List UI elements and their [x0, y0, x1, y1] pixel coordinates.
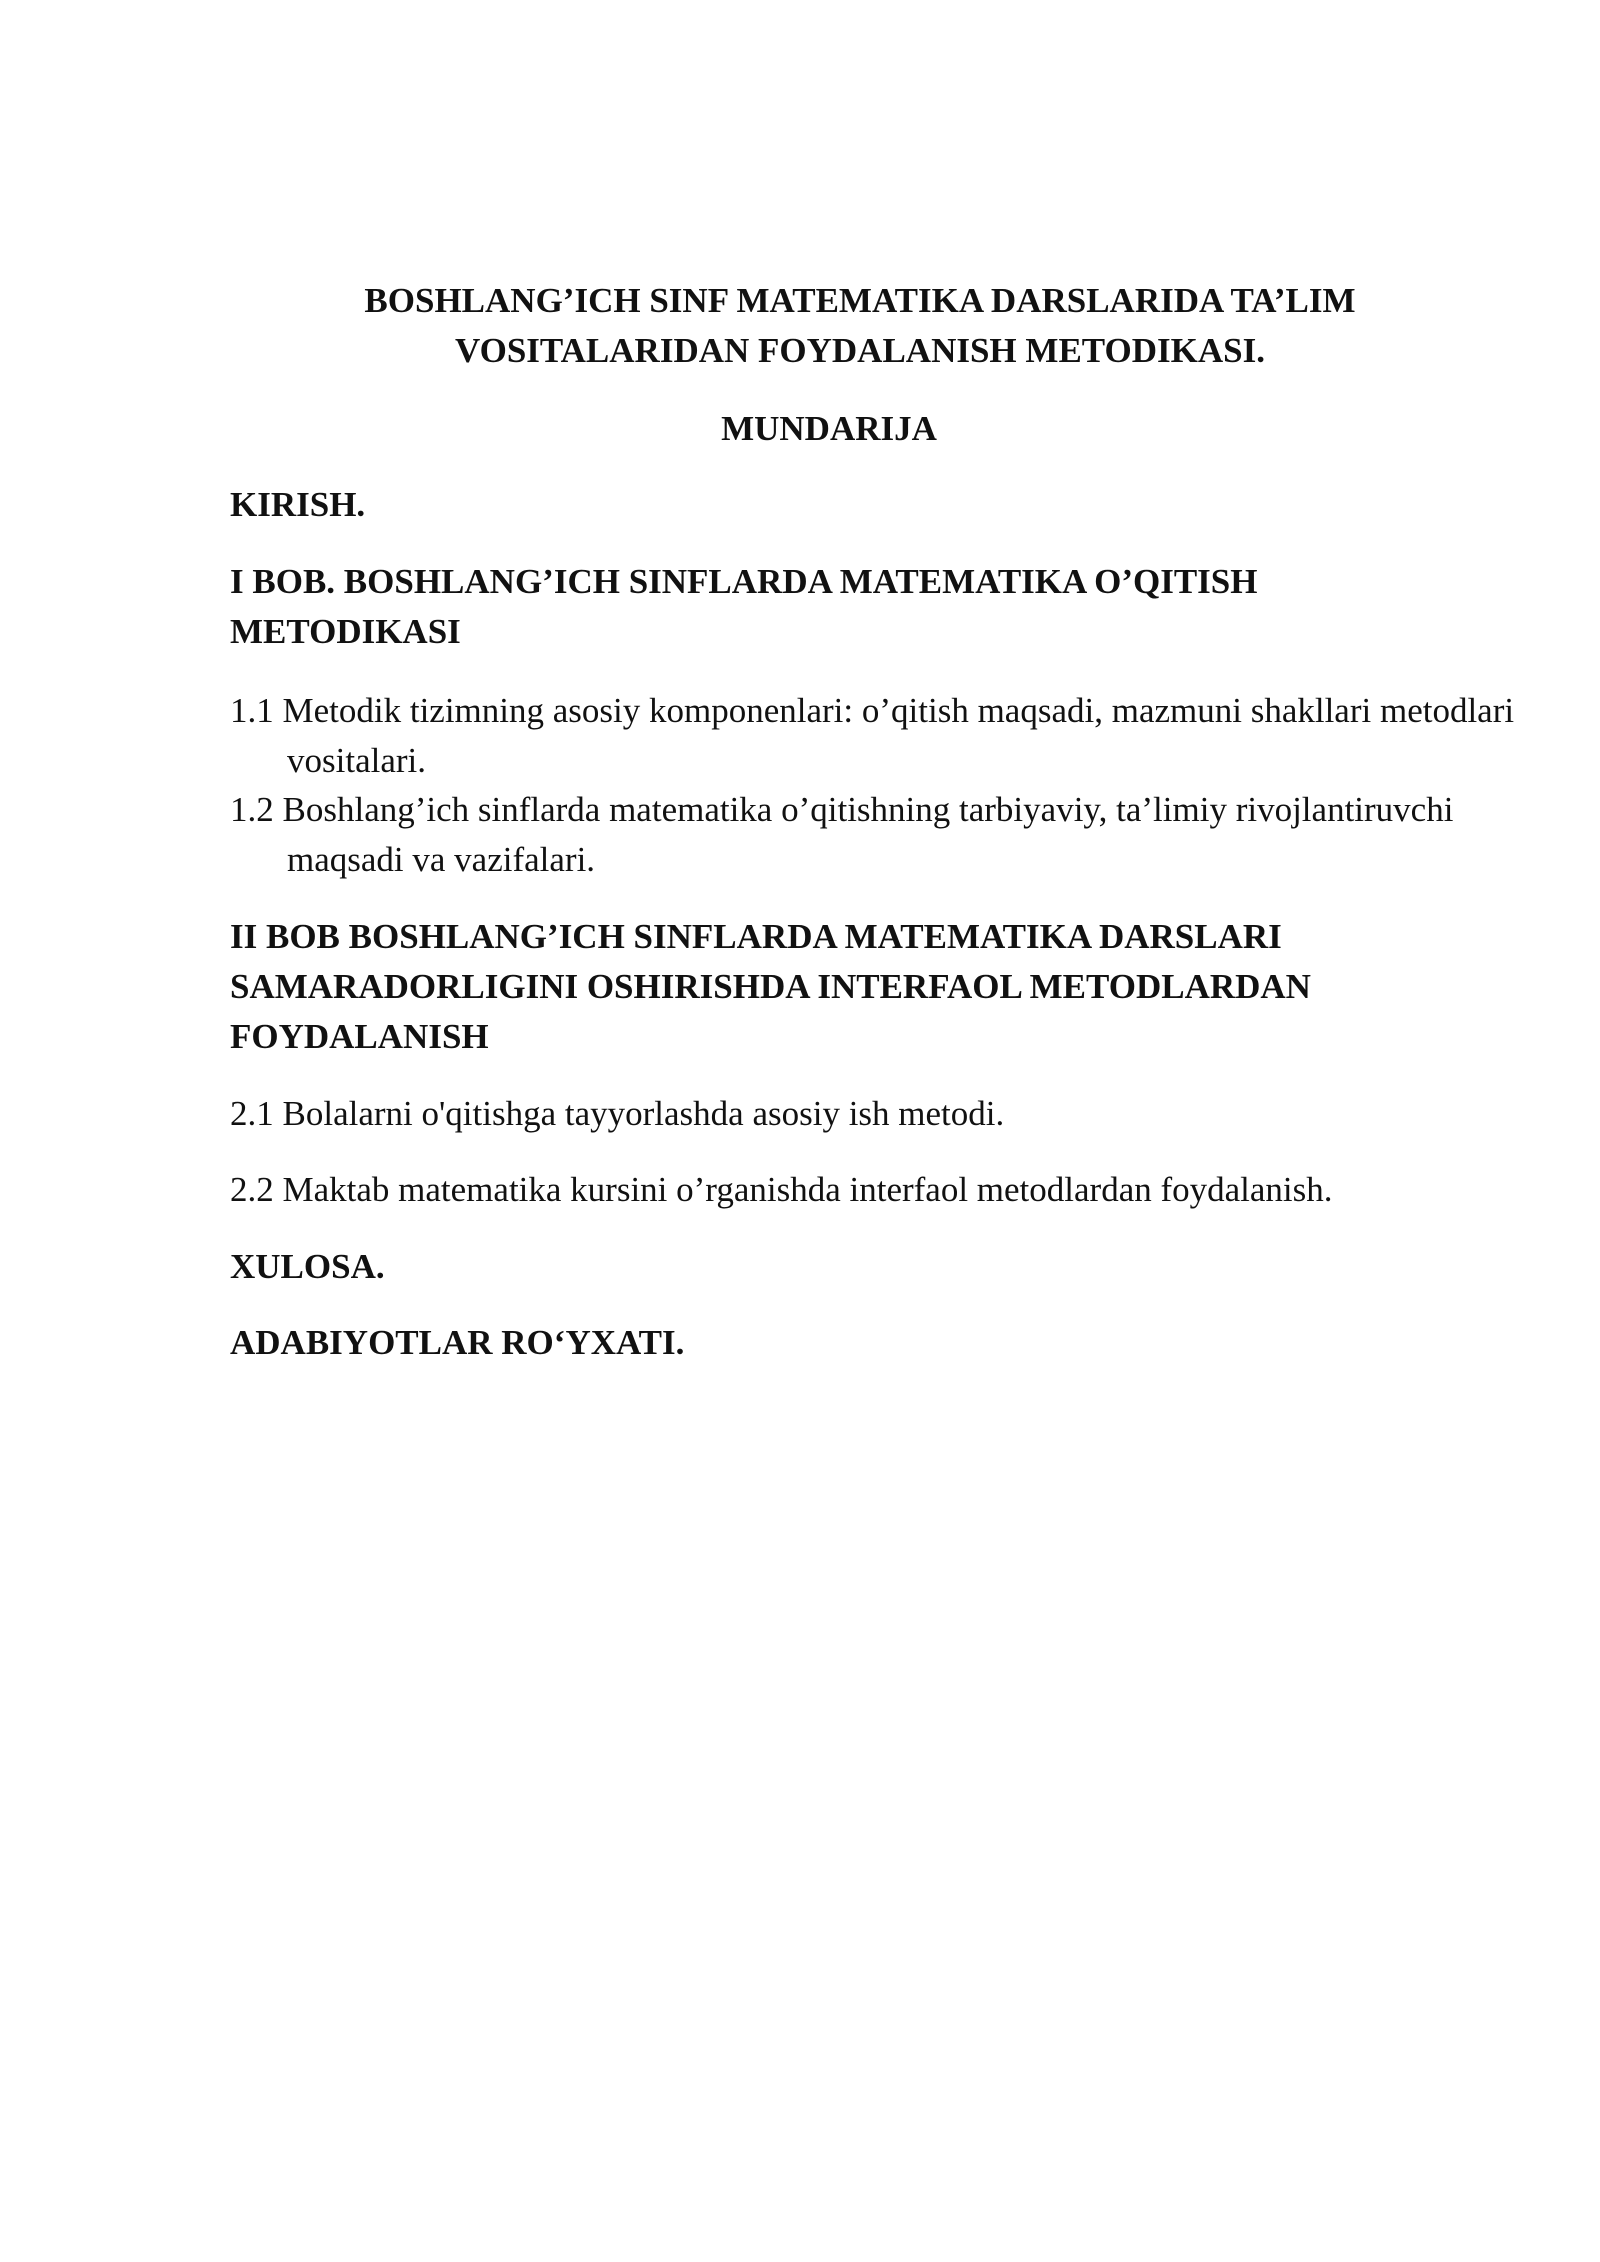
toc-entry-introduction: KIRISH.: [230, 485, 366, 524]
toc-entry-conclusion: XULOSA.: [230, 1247, 385, 1286]
title-line-2: VOSITALARIDAN FOYDALANISH METODIKASI.: [455, 331, 1265, 370]
toc-entry-chapter-1: I BOB. BOSHLANG’ICH SINFLARDA MATEMATIKA O’QITISH METODIKASI: [230, 562, 1258, 651]
toc-entry-references: ADABIYOTLAR RO‘YXATI.: [230, 1323, 685, 1362]
title-line-1: BOSHLANG’ICH SINF MATEMATIKA DARSLARIDA TA’LIM: [364, 281, 1356, 320]
document-title: [230, 276, 1490, 376]
toc-entry-chapter-2: II BOB BOSHLANG’ICH SINFLARDA MATEMATIKA DARSLARI SAMARADORLIGINI OSHIRISHDA INTERFAOL METODLARDAN FOYDALANISH: [230, 917, 1311, 1056]
contents-heading: MUNDARIJA: [721, 409, 937, 448]
toc-entry-section-1-1: 1.1 Metodik tizimning asosiy komponenlari: o’qitish maqsadi, mazmuni shakllari metodlari vositalari.: [230, 691, 1515, 780]
toc-entry-section-1-2: 1.2 Boshlang’ich sinflarda matematika o’qitishning tarbiyaviy, ta’limiy rivojlantiruvchi maqsadi va vazifalari.: [230, 790, 1454, 879]
toc-entry-section-2-1: 2.1 Bolalarni o'qitishga tayyorlashda asosiy ish metodi.: [230, 1094, 1005, 1133]
toc-entry-section-2-2: 2.2 Maktab matematika kursini o’rganishda interfaol metodlardan foydalanish.: [230, 1170, 1333, 1209]
